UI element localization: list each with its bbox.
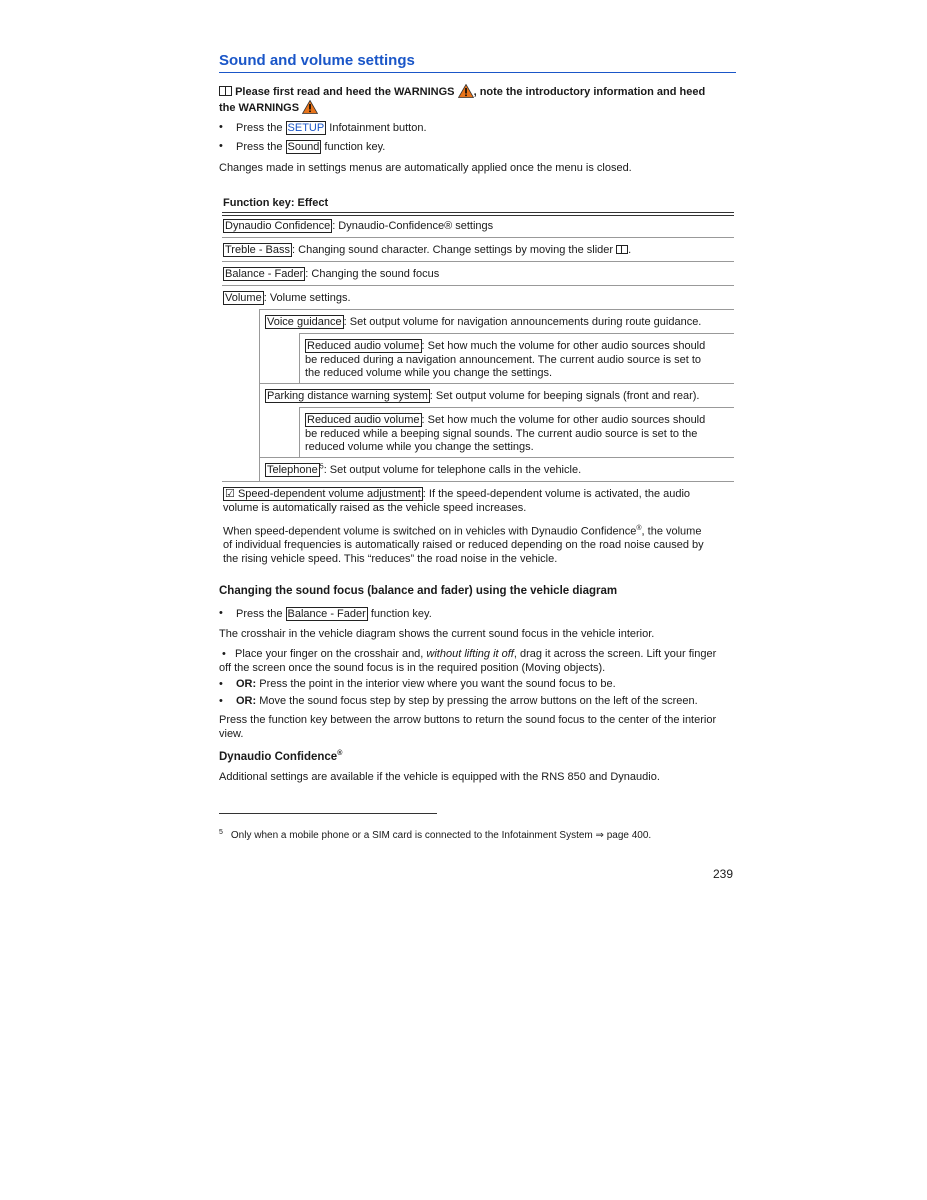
checkbox-icon: ☑ [225, 488, 235, 500]
treble-bass-key[interactable]: Treble - Bass [225, 244, 291, 256]
row-dynaudio: Dynaudio Confidence : Dynaudio-Confidence® settings [225, 220, 494, 232]
row-treble-bass: Treble - Bass : Changing sound character. Change settings by moving the slider . [225, 244, 632, 256]
book-icon [219, 86, 232, 96]
speed-dependent-note: When speed-dependent volume is switched on in vehicles with Dynaudio Confidence®, the volume of individual frequencies is automatically raised or reduced depending on the road noise caused by the rising vehicle speed. This “reduces” the road noise in the vehicle. [223, 525, 704, 565]
row-telephone: Telephone $^5$: Set output volume for telephone calls in the vehicle. [267, 463, 582, 476]
row-balance-fader: Balance - Fader : Changing the sound focus [225, 268, 440, 280]
crosshair-text: The crosshair in the vehicle diagram shows the current sound focus in the vehicle interior. [219, 628, 655, 640]
row-reduced-audio-beep: Reduced audio volume : Set how much the volume for other audio sources should be reduced while a beeping signal sounds. The current audio source is set to the reduced volume while you change the settings. [305, 414, 706, 453]
telephone-key[interactable]: Telephone [267, 464, 318, 476]
volume-key[interactable]: Volume [225, 292, 262, 304]
section-heading-sound-focus: Changing the sound focus (balance and fader) using the vehicle diagram [219, 585, 618, 597]
step-sound: • Press the Sound function key. [236, 140, 385, 154]
return-center-text: Press the function key between the arrow buttons to return the sound focus to the center of the interior view. [219, 714, 717, 740]
balance-fader-key[interactable]: Balance - Fader [225, 268, 304, 280]
footnote: $^5$ Only when a mobile phone or a SIM card is connected to the Infotainment System ⇒ page 400. [219, 829, 652, 842]
dynaudio-confidence-key[interactable]: Dynaudio Confidence [225, 220, 331, 232]
voice-guidance-key[interactable]: Voice guidance [267, 316, 342, 328]
reduced-audio-volume-key[interactable]: Reduced audio volume [307, 340, 420, 352]
balance-fader-key[interactable]: Balance - Fader [287, 608, 366, 620]
warning-intro: Please first read and heed the WARNINGS , note the introductory information and heed the WARNINGS [219, 86, 706, 114]
page-number: 239 [713, 867, 734, 881]
row-voice-guidance: Voice guidance : Set output volume for navigation announcements during route guidance. [267, 316, 702, 328]
place-finger-text: • Place your finger on the crosshair and, without lifting it off, drag it across the screen. Lift your finger off the screen once the sound focus is in the required position (Moving objects). [219, 648, 717, 674]
reduced-audio-volume-key[interactable]: Reduced audio volume [307, 414, 420, 426]
row-volume: Volume : Volume settings. [225, 292, 351, 304]
warning-triangle-icon [302, 100, 318, 114]
book-icon [616, 245, 628, 254]
row-parking: Parking distance warning system : Set output volume for beeping signals (front and rear). [267, 390, 700, 402]
row-reduced-audio-nav: Reduced audio volume : Set how much the volume for other audio sources should be reduced during a navigation announcement. The current audio source is set to the reduced volume while you change the settings. [305, 340, 706, 379]
warning-triangle-icon [458, 84, 474, 98]
parking-distance-key[interactable]: Parking distance warning system [267, 390, 428, 402]
sound-key[interactable]: Sound [287, 141, 320, 153]
speed-dependent-volume-checkbox[interactable]: ☑ Speed-dependent volume adjustment [225, 488, 421, 500]
table-header: Function key: Effect [223, 197, 329, 209]
row-speed-dependent: ☑ Speed-dependent volume adjustment : If the speed-dependent volume is activated, the audio volume is automatically raised as the vehicle speed increases. [223, 488, 691, 514]
dynaudio-text: Additional settings are available if the vehicle is equipped with the RNS 850 and Dynaudio. [219, 771, 660, 783]
step-setup: • Press the SETUP Infotainment button. [236, 121, 427, 135]
section-heading-dynaudio: Dynaudio Confidence® [219, 750, 343, 763]
or-arrow-buttons: • OR: Move the sound focus step by step by pressing the arrow buttons on the left of the screen. [236, 695, 698, 707]
page-title: Sound and volume settings [219, 52, 736, 73]
or-press-point: • OR: Press the point in the interior view where you want the sound focus to be. [236, 678, 616, 690]
changes-note: Changes made in settings menus are automatically applied once the menu is closed. [219, 162, 632, 174]
setup-key[interactable]: SETUP [287, 122, 325, 134]
step-balance-fader: • Press the Balance - Fader function key. [236, 607, 432, 621]
